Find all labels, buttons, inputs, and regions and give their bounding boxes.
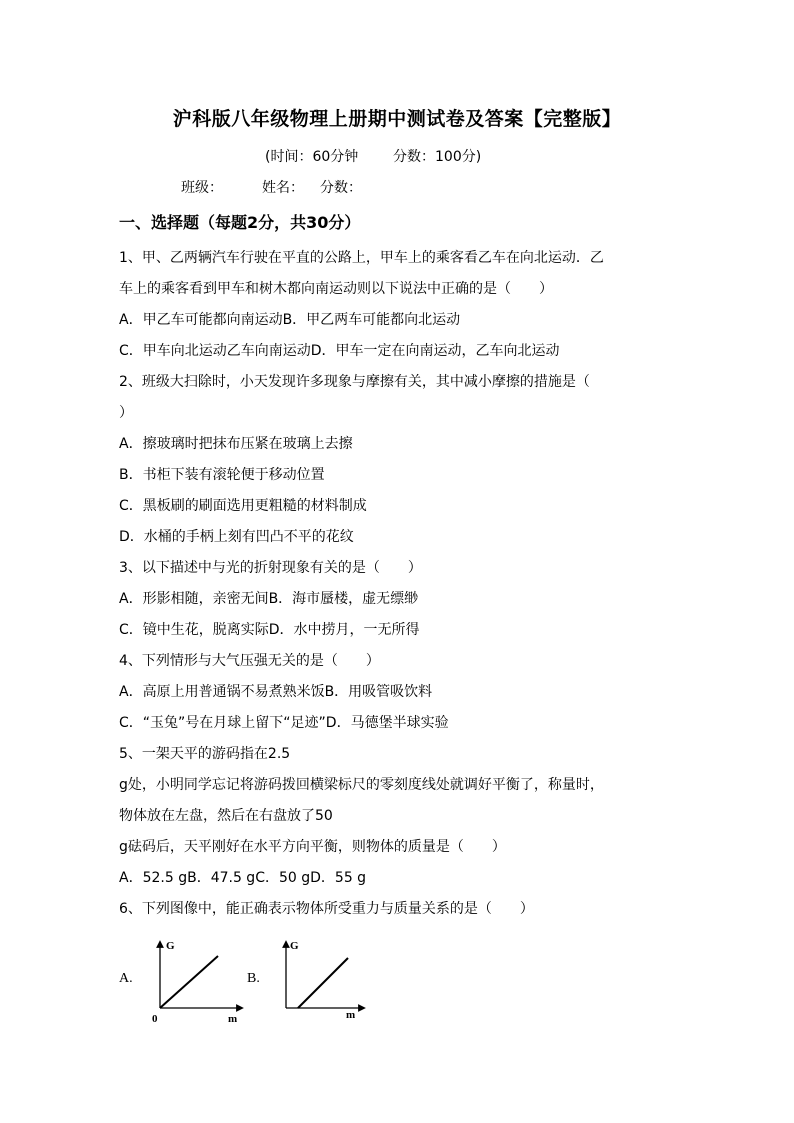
option-line: A．形影相随，亲密无间B．海市蜃楼，虚无缥缈 bbox=[119, 591, 419, 607]
question-line: 1、甲、乙两辆汽车行驶在平直的公路上，甲车上的乘客看乙车在向北运动．乙 bbox=[119, 250, 604, 266]
option-line: C．“玉兔”号在月球上留下“足迹”D．马德堡半球实验 bbox=[119, 715, 449, 731]
exam-score: 分数：100分) bbox=[393, 149, 482, 165]
question-line: 物体放在左盘，然后在右盘放了50 bbox=[119, 808, 333, 824]
option-line: B．书柜下装有滚轮便于移动位置 bbox=[119, 467, 325, 483]
graph-b-label: B. bbox=[247, 971, 260, 986]
score-label: 分数： bbox=[320, 180, 362, 196]
graph-a-label: A. bbox=[119, 971, 133, 986]
graph-a-line bbox=[160, 956, 218, 1008]
question-line: 车上的乘客看到甲车和树木都向南运动则以下说法中正确的是（ ） bbox=[119, 281, 553, 297]
question-line: 2、班级大扫除时，小天发现许多现象与摩擦有关，其中减小摩擦的措施是（ bbox=[119, 374, 590, 390]
option-line: C．黑板刷的刷面选用更粗糙的材料制成 bbox=[119, 498, 367, 514]
question-line: 3、以下描述中与光的折射现象有关的是（ ） bbox=[119, 560, 422, 576]
class-label: 班级： bbox=[181, 180, 223, 196]
exam-time: (时间：60分钟 bbox=[265, 149, 359, 165]
question-line: 5、一架天平的游码指在2.5 bbox=[119, 746, 291, 762]
graph-b-x-label: m bbox=[346, 1009, 356, 1021]
option-line: A．甲乙车可能都向南运动B．甲乙两车可能都向北运动 bbox=[119, 312, 461, 328]
graph-b-line bbox=[298, 958, 348, 1008]
section-heading: 一、选择题（每题2分，共30分） bbox=[119, 213, 361, 232]
question-line: ） bbox=[119, 405, 133, 421]
question-line: g砝码后，天平刚好在水平方向平衡，则物体的质量是（ ） bbox=[119, 839, 506, 855]
graph-a-origin: 0 bbox=[152, 1013, 158, 1025]
graph-a-y-label: G bbox=[166, 940, 175, 952]
question-line: 4、下列情形与大气压强无关的是（ ） bbox=[119, 653, 380, 669]
page-title: 沪科版八年级物理上册期中测试卷及答案【完整版】 bbox=[172, 108, 622, 130]
option-line: A．擦玻璃时把抹布压紧在玻璃上去擦 bbox=[119, 436, 353, 452]
graph-b-y-label: G bbox=[290, 940, 299, 952]
question-line: 6、下列图像中，能正确表示物体所受重力与质量关系的是（ ） bbox=[119, 901, 534, 917]
option-line: C．甲车向北运动乙车向南运动D．甲车一定在向南运动，乙车向北运动 bbox=[119, 343, 560, 359]
option-line: C．镜中生花，脱离实际D．水中捞月，一无所得 bbox=[119, 622, 420, 638]
graph-a bbox=[148, 936, 248, 1028]
name-label: 姓名： bbox=[262, 180, 304, 196]
graph-b bbox=[278, 936, 378, 1028]
question-line: g处，小明同学忘记将游码拨回横梁标尺的零刻度线处就调好平衡了，称量时， bbox=[119, 777, 604, 793]
option-line: A．52.5 gB．47.5 gC．50 gD．55 g bbox=[119, 870, 367, 886]
option-line: D．水桶的手柄上刻有凹凸不平的花纹 bbox=[119, 529, 354, 545]
graph-a-x-label: m bbox=[228, 1013, 238, 1025]
option-line: A．高原上用普通锅不易煮熟米饭B．用吸管吸饮料 bbox=[119, 684, 433, 700]
